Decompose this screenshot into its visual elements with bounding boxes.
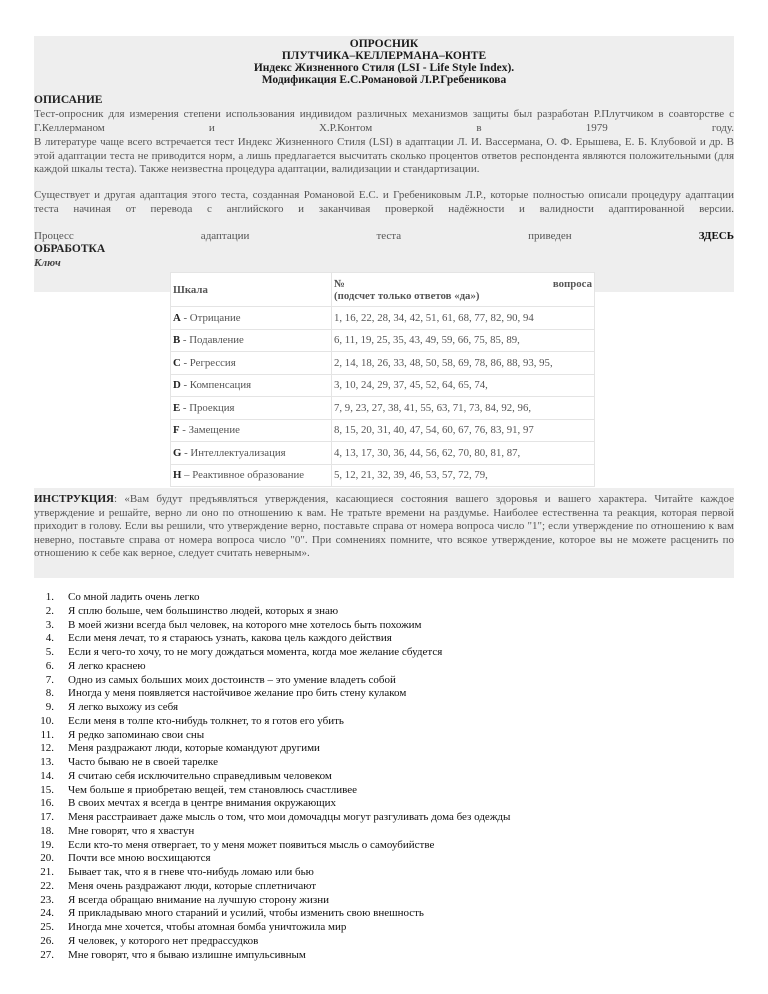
list-item	[0, 825, 510, 839]
question-number: 2.	[45, 604, 54, 617]
question-text: Я человек, у которого нет предрассудков	[68, 934, 259, 947]
scale-letter: B	[173, 334, 181, 347]
header-line-2: ПЛУТЧИКА–КЕЛЛЕРМАНА–КОНТЕ	[281, 50, 487, 62]
list-item	[0, 632, 510, 646]
adaptation-text: Процесс адаптации теста приведен	[34, 230, 572, 242]
list-item	[0, 619, 510, 633]
question-text: Если меня лечат, то я стараюсь узнать, какова цель каждого действия	[68, 632, 392, 645]
list-item	[0, 852, 510, 866]
list-item	[0, 605, 510, 619]
question-number: 11.	[40, 728, 54, 741]
scale-items: 1, 16, 22, 28, 34, 42, 51, 61, 68, 77, 82, 90, 94	[332, 307, 595, 330]
instruction-paragraph	[34, 493, 734, 561]
question-number: 10.	[40, 714, 54, 727]
scale-name: - Подавление	[180, 334, 244, 347]
description-paragraph-1: Тест-опросник для измерения степени использования индивидом различных механизмов защиты был разработан Р.Плутчиком в соавторстве с Г.Келлерманом и Х.Р.Контом в 1979 году.	[34, 108, 734, 134]
question-text: Если меня в толпе кто-нибудь толкнет, то я готов его убить	[68, 714, 344, 727]
list-item	[0, 797, 510, 811]
scale-items: 3, 10, 24, 29, 37, 45, 52, 64, 65, 74,	[332, 374, 595, 397]
list-item	[0, 701, 510, 715]
scale-name: - Проекция	[180, 401, 235, 414]
document-header	[34, 38, 734, 86]
question-text: Бывает так, что я в гневе что-нибудь ломаю или бью	[68, 866, 314, 878]
header-line-3: Индекс Жизненного Стиля (LSI - Life Style Index).	[253, 62, 515, 74]
question-text: В своих мечтах я всегда в центре внимания окружающих	[68, 797, 337, 810]
question-number: 13.	[40, 756, 54, 768]
table-row	[171, 329, 595, 352]
table-row	[171, 352, 595, 375]
question-number: 3.	[45, 618, 54, 631]
question-number: 17.	[40, 811, 54, 823]
processing-title: ОБРАБОТКА	[34, 243, 106, 255]
list-item	[0, 921, 510, 935]
list-item	[0, 756, 510, 770]
instruction-title: ИНСТРУКЦИЯ	[34, 493, 114, 505]
question-text: Я всегда обращаю внимание на лучшую сторону жизни	[68, 893, 330, 906]
question-text: Чем больше я приобретаю вещей, тем становлюсь счастливее	[68, 783, 358, 796]
question-number: 23.	[40, 893, 54, 906]
table-row	[171, 307, 595, 330]
question-text: Мне говорят, что я бываю излишне импульсивным	[68, 948, 306, 961]
scale-items: 6, 11, 19, 25, 35, 43, 49, 59, 66, 75, 85, 89,	[332, 329, 595, 352]
list-item	[0, 770, 510, 784]
description-paragraph-4	[34, 230, 734, 244]
description-title: ОПИСАНИЕ	[34, 94, 103, 106]
key-label: Ключ	[34, 257, 61, 269]
scale-name: - Регрессия	[180, 356, 236, 369]
list-item	[0, 935, 510, 949]
question-number: 6.	[45, 659, 54, 672]
question-text: Со мной ладить очень легко	[68, 591, 200, 603]
question-text: Я прикладываю много стараний и усилий, чтобы изменить свою внешность	[68, 907, 424, 920]
question-text: Я редко запоминаю свои сны	[68, 728, 205, 741]
scale-items: 4, 13, 17, 30, 36, 44, 56, 62, 70, 80, 81, 87,	[332, 442, 595, 465]
question-text: В моей жизни всегда был человек, на которого мне хотелось быть похожим	[68, 618, 422, 631]
list-item	[0, 742, 510, 756]
question-text: Я считаю себя исключительно справедливым человеком	[68, 769, 332, 782]
list-item	[0, 715, 510, 729]
scale-column-header: Шкала	[171, 273, 332, 307]
question-text: Меня расстраивает даже мысль о том, что мои домочадцы могут разгуливать дома без одежды	[68, 811, 511, 823]
question-text: Если кто-то меня отвергает, то у меня может появиться мысль о самоубийстве	[68, 838, 435, 851]
question-number: 27.	[40, 948, 54, 961]
scale-letter: H	[173, 469, 182, 482]
list-item	[0, 729, 510, 743]
table-row	[171, 419, 595, 442]
question-number: 5.	[45, 646, 54, 658]
instruction-text: : «Вам будут предъявляться утверждения, касающиеся состояния вашего здоровья и вашего характера. Читайте каждое утверждение и решайте, верно ли оно по отношению к вам. Не тратьте времени на раздумье. Наиболее естественна та реакция, которая первой приходит в голову. Если вы решили, что утверждение верно, поставьте справа от номера вопроса число "1"; если утверждение по отношению к вам неверно, поставьте справа от номера вопроса число "0". При сомнениях помните, что всякое утверждение, которое вы не можете расценить по отношению к себе как верное, следует считать неверным».	[34, 493, 734, 560]
scale-items: 8, 15, 20, 31, 40, 47, 54, 60, 67, 76, 83, 91, 97	[332, 419, 595, 442]
list-item	[0, 811, 510, 825]
question-number: 25.	[40, 921, 54, 933]
list-item	[0, 784, 510, 798]
header-line-4: Модификация Е.С.Романовой Л.Р.Гребеникова	[261, 74, 507, 86]
scale-name: - Компенсация	[180, 379, 252, 392]
list-item	[0, 591, 510, 605]
list-item	[0, 646, 510, 660]
key-table-header	[171, 273, 595, 307]
question-text: Иногда у меня появляется настойчивое желание про бить стену кулаком	[68, 687, 407, 700]
here-link[interactable]: ЗДЕСЬ	[698, 230, 735, 242]
scale-name: - Замещение	[179, 424, 240, 437]
question-number: 14.	[40, 769, 54, 782]
list-item	[0, 880, 510, 894]
scale-letter: A	[173, 311, 181, 324]
question-text: Почти все мною восхищаются	[68, 852, 211, 865]
question-number: 7.	[45, 673, 54, 686]
question-text: Я легко краснею	[68, 659, 146, 672]
list-item	[0, 866, 510, 880]
question-number: 4.	[45, 632, 54, 645]
question-text: Иногда мне хочется, чтобы атомная бомба уничтожила мир	[68, 921, 347, 933]
question-word: вопроса	[552, 277, 592, 290]
scale-items: 5, 12, 21, 32, 39, 46, 53, 57, 72, 79,	[332, 464, 595, 487]
table-row	[171, 397, 595, 420]
question-text: Если я чего-то хочу, то не могу дождаться момента, когда мое желание сбудется	[68, 646, 443, 658]
question-text: Одно из самых больших моих достоинств – это умение владеть собой	[68, 673, 396, 686]
header-line-1: ОПРОСНИК	[349, 38, 419, 50]
list-item	[0, 687, 510, 701]
list-item	[0, 907, 510, 921]
question-number: 24.	[40, 907, 54, 920]
question-text: Меня раздражают люди, которые командуют другими	[68, 742, 320, 755]
question-text: Мне говорят, что я хвастун	[68, 824, 195, 837]
table-row	[171, 442, 595, 465]
list-item	[0, 839, 510, 853]
question-number: 8.	[45, 687, 54, 700]
table-row	[171, 374, 595, 397]
question-number: 21.	[40, 866, 54, 878]
yes-count-note: (подсчет только ответов «да»)	[334, 289, 480, 302]
scale-letter: E	[173, 401, 181, 414]
question-text: Часто бываю не в своей тарелке	[68, 756, 218, 768]
question-text: Меня очень раздражают люди, которые сплетничают	[68, 879, 317, 892]
question-number: 1.	[45, 591, 54, 603]
question-number: 22.	[40, 879, 54, 892]
question-number: 16.	[40, 797, 54, 810]
question-column-header	[332, 273, 595, 307]
number-sign: №	[334, 277, 345, 290]
question-number: 15.	[40, 783, 54, 796]
question-text: Я легко выхожу из себя	[68, 701, 179, 713]
scale-name: - Отрицание	[180, 311, 241, 324]
scale-items: 7, 9, 23, 27, 38, 41, 55, 63, 71, 73, 84, 92, 96,	[332, 397, 595, 420]
question-number: 18.	[40, 824, 54, 837]
question-number: 12.	[40, 742, 54, 755]
question-number: 26.	[40, 934, 54, 947]
scale-letter: G	[173, 446, 182, 459]
description-paragraph-2: В литературе чаще всего встречается тест Индекс Жизненного Стиля (LSI) в адаптации Л. И. Вассермана, О. Ф. Ерышева, Е. Б. Клубовой и др. В этой адаптации теста не приводится норм, а лишь предлагается высчитать сколько процентов ответов респондента являются положительными (для каждой шкалы теста). Также неизвестна процедура адаптации, валидизации и стандартизации.	[34, 136, 734, 176]
table-row	[171, 464, 595, 487]
question-number: 9.	[45, 701, 54, 713]
scale-letter: D	[173, 379, 181, 392]
scale-name: - Интеллектуализация	[181, 446, 286, 459]
description-paragraph-3: Существует и другая адаптация этого теста, созданная Романовой Е.С. и Гребениковым Л.Р., которые полностью описали процедуру адаптации теста начиная от перевода с английского и заканчивая проверкой надёжности и валидности адаптированной версии.	[34, 189, 734, 215]
list-item	[0, 674, 510, 688]
question-number: 19.	[40, 838, 54, 851]
scale-letter: F	[173, 424, 180, 437]
list-item	[0, 949, 510, 963]
question-text: Я сплю больше, чем большинство людей, которых я знаю	[68, 604, 339, 617]
scale-name: – Реактивное образование	[181, 469, 305, 482]
list-item	[0, 894, 510, 908]
scale-items: 2, 14, 18, 26, 33, 48, 50, 58, 69, 78, 86, 88, 93, 95,	[332, 352, 595, 375]
list-item	[0, 660, 510, 674]
questions-list	[0, 591, 510, 962]
question-number: 20.	[40, 852, 54, 865]
key-table	[170, 272, 595, 487]
scale-letter: C	[173, 356, 181, 369]
